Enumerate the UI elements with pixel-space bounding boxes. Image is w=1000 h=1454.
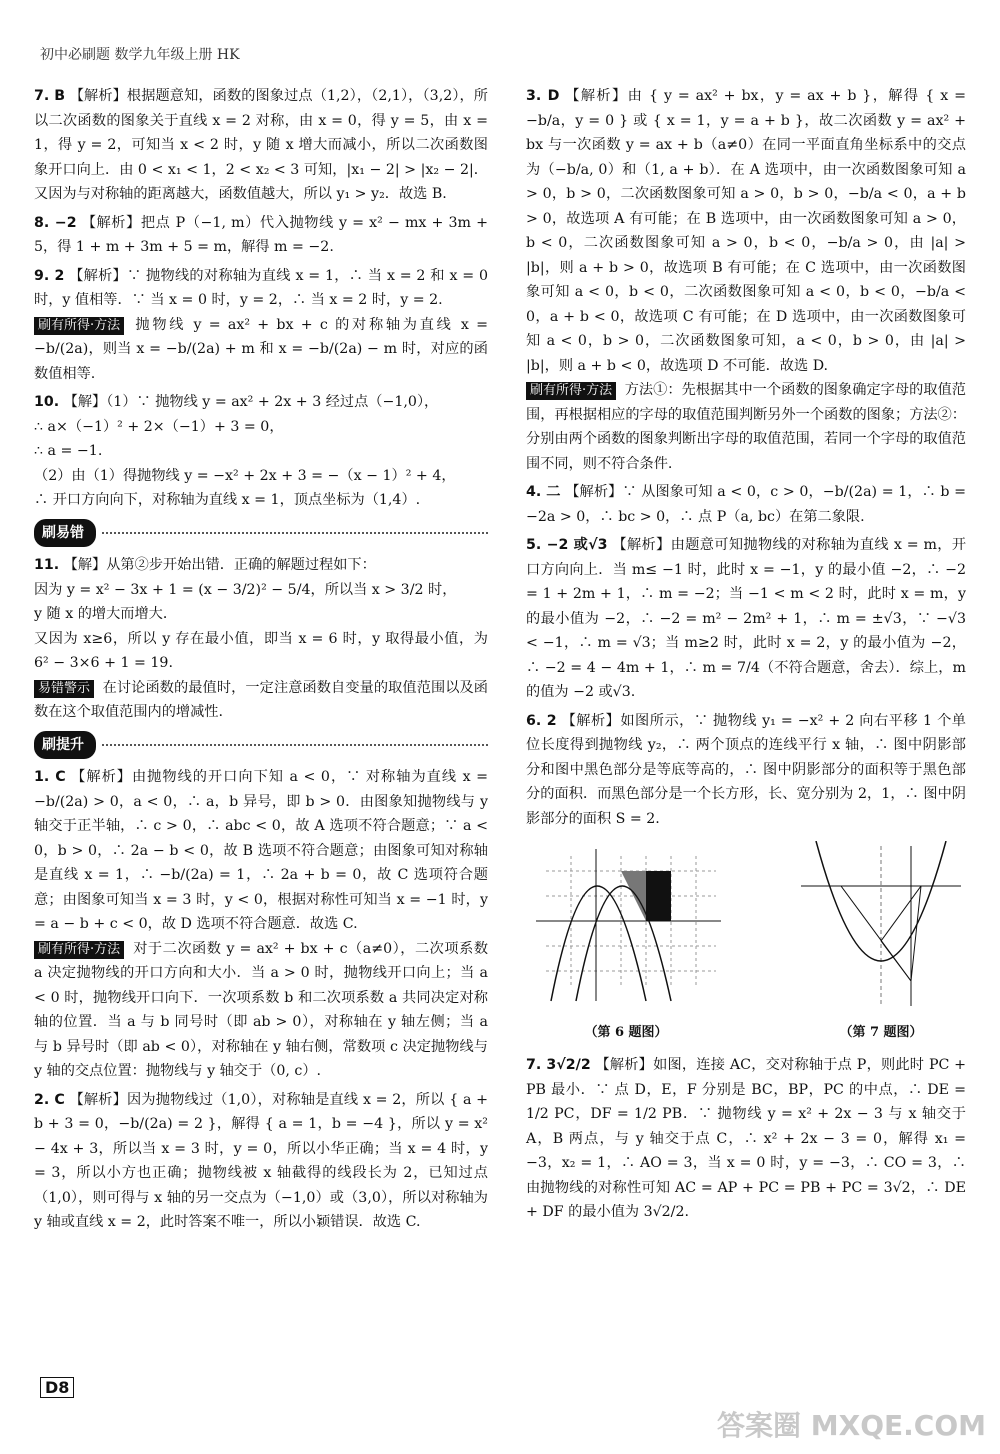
answer-text: 【解析】根据题意知，函数的图象过点（1,2），（2,1），（3,2），所以二次函数的图象关于直线 x = 2 对称，由 x = 0，得 y = 5，由 x = 1，得 y = 2，可知当 x < 2 时，y 随 x 增大而减小，所以二次函数图象开口向上．由 0 < x₁ < 1，2 < x₂ < 3 可知，|x₁ − 2| > |x₂ − 2|．又因为与对称轴的距离越大，函数值越大，所以 y₁ > y₂．故选 B. [34, 88, 488, 202]
figures-row [526, 841, 966, 1045]
warning-text: 在讨论函数的最值时，一定注意函数自变量的取值范围以及函数在这个取值范围内的增减性. [34, 679, 488, 720]
answer-text: 【解析】由抛物线的开口向下知 a < 0，∵ 对称轴为直线 x = −b/(2a) > 0，a < 0，∴ a，b 异号，即 b > 0．由图象知抛物线与 y 轴交于正半轴，∴ c > 0，∴ abc < 0，故 A 选项不符合题意；∵ a < 0，b > 0，∴ 2a − b < 0，故 B 选项不符合题意；由图象可知对称轴是直线 x = 1，∴ −b/(2a) = 1，∴ 2a + b = 0，故 C 选项符合题意；由图象可知当 x = 3 时，y < 0，根据对称性可知当 x = −1 时，y = a − b + c < 0，故 D 选项不符合题意．故选 C. [34, 769, 488, 932]
answer-label: 5. −2 或√3 [526, 537, 608, 553]
answer-text: 【解】从第②步开始出错．正确的解题过程如下： [63, 557, 376, 573]
answer-10 [34, 390, 488, 513]
answer-line: ∴ 开口方向向下，对称轴为直线 x = 1，顶点坐标为（1,4）. [34, 492, 421, 508]
answer-p7 [526, 1053, 966, 1225]
running-header: 初中必刷题 数学九年级上册 HK [40, 47, 240, 63]
section-badge: 刷易错 [34, 519, 96, 548]
watermark: 答案圈 MXQE.COM [717, 1409, 986, 1442]
answer-p1 [34, 765, 488, 1084]
answer-p4 [526, 480, 966, 529]
warning-tag: 易错警示 [34, 680, 94, 698]
section-header-errors [34, 519, 488, 548]
answer-label: 4. 二 [526, 484, 561, 500]
answer-8 [34, 211, 488, 260]
figure-6-graph [526, 841, 726, 1011]
method-text: 对于二次函数 y = ax² + bx + c（a≠0），二次项系数 a 决定抛物线的开口方向和大小．当 a > 0 时，抛物线开口向上；当 a < 0 时，抛物线开口向下．一次项系数 b 和二次项系数 a 共同决定对称轴的位置．当 a 与 b 同号时（即 ab > 0），对称轴在 y 轴左侧；当 a 与 b 异号时（即 ab < 0），对称轴在 y 轴右侧，常数项 c 决定抛物线与 y 轴的交点位置：抛物线与 y 轴交于（0, c）. [34, 940, 489, 1079]
answer-label: 10. [34, 394, 60, 410]
answer-line: y 随 x 的增大而增大． [34, 606, 178, 622]
answer-text: 【解析】∵ 抛物线的对称轴为直线 x = 1，∴ 当 x = 2 和 x = 0 时，y 值相等．∵ 当 x = 0 时，y = 2，∴ 当 x = 2 时，y = 2. [34, 267, 488, 308]
figure-6-caption: （第 6 题图） [584, 1024, 668, 1040]
answer-text: 【解析】因为抛物线过（1,0），对称轴是直线 x = 2，所以 { a + b + 3 = 0，−b/(2a) = 2 }，解得 { a = 1，b = −4 }，所以 y = x² − 4x + 3，所以当 x = 3 时，y = 0，所以小华正确；当 x = 4 时，y = 3，所以小方也正确；抛物线被 x 轴截得的线段长为 2，已知过点（1,0），则可得与 x 轴的另一交点为（−1,0）或（3,0），所以对称轴为 y 轴或直线 x = 2，此时答案不唯一，所以小颖错误．故选 C. [34, 1091, 489, 1230]
section-divider [102, 744, 488, 746]
figure-7-graph [796, 841, 966, 1011]
answer-label: 11. [34, 557, 60, 573]
answer-text: 【解析】如图所示，∵ 抛物线 y₁ = −x² + 2 向右平移 1 个单位长度得到抛物线 y₂，∴ 两个顶点的连线平行 x 轴，∴ 图中阴影部分和图中黑色部分是等底等高的，∴ 图中阴影部分的面积等于黑色部分的面积．而黑色部分是一个长方形，长、宽分别为 2，1，∴ 图中阴影部分的面积 S = 2. [526, 712, 966, 827]
figure-7-caption: （第 7 题图） [839, 1024, 923, 1040]
answer-label: 2. C [34, 1091, 65, 1108]
answer-line: 又因为 x≥6，所以 y 存在最小值，即当 x = 6 时，y 取得最小值，为 6² − 3×6 + 1 = 19. [34, 630, 488, 671]
section-badge: 刷提升 [34, 731, 96, 760]
answer-text: 【解析】由 { y = ax² + bx，y = ax + b }，解得 { x = −b/a，y = 0 } 或 { x = 1，y = a + b }，故二次函数 y = ax² + bx 与一次函数 y = ax + b（a≠0）在同一平面直角坐标系中的交点为（−b/a, 0）和（1, a + b）．在 A 选项中，由一次函数图象可知 a > 0，b > 0，二次函数图象可知 a > 0，b > 0，−b/a < 0，a + b > 0，故选项 A 有可能；在 B 选项中，由一次函数图象可知 a > 0，b < 0，二次函数图象可知 a > 0，b < 0，−b/a > 0，由 |a| > |b|，则 a + b > 0，故选项 B 有可能；在 C 选项中，由一次函数图象可知 a < 0，b < 0，二次函数图象可知 a < 0，b < 0，−b/a < 0，a + b < 0，故选项 C 有可能；在 D 选项中，由一次函数图象可知 a < 0，b > 0，二次函数图象可知，a < 0，b > 0，由 |a| > |b|，则 a + b < 0，故选项 D 不可能．故选 D. [526, 88, 967, 374]
answer-7 [34, 84, 488, 207]
method-tag: 刷有所得·方法 [34, 317, 124, 335]
answer-p2 [34, 1088, 488, 1235]
answer-text: 【解析】把点 P（−1, m）代入抛物线 y = x² − mx + 3m + 5，得 1 + m + 3m + 5 = m，解得 m = −2. [34, 214, 488, 255]
answer-label: 9. 2 [34, 267, 65, 284]
answer-line: 因为 y = x² − 3x + 1 = (x − 3/2)² − 5/4，所以当 x > 3/2 时， [34, 581, 457, 598]
answer-label: 3. D [526, 88, 560, 104]
answer-11 [34, 553, 488, 725]
method-tag: 刷有所得·方法 [34, 941, 124, 959]
answer-p3 [526, 84, 966, 476]
figure-7 [796, 841, 966, 1045]
answer-line: （2）由（1）得抛物线 y = −x² + 2x + 3 = −（x − 1）² + 4， [34, 467, 456, 484]
section-header-improve [34, 731, 488, 760]
answer-text: 【解析】由题意可知抛物线的对称轴为直线 x = m，开口方向向上．当 m≤ −1 时，此时 x = −1，y 的最小值 −2，∴ −2 = 1 + 2m + 1，∴ m = −2；当 −1 < m < 2 时，此时 x = m，y 的最小值为 −2，∴ −2 = m² − 2m² + 1，∴ m = ±√3，∵ −√3 < −1，∴ m = √3；当 m≥2 时，此时 x = 2，y 的最小值为 −2，∴ −2 = 4 − 4m + 1，∴ m = 7/4（不符合题意，舍去）．综上，m 的值为 −2 或√3. [526, 537, 967, 700]
answer-label: 1. C [34, 769, 66, 785]
right-column [526, 84, 966, 1229]
answer-p6 [526, 709, 966, 832]
method-tag: 刷有所得·方法 [526, 382, 616, 400]
answer-text: 【解析】∵ 从图象可知 a < 0，c > 0，−b/(2a) = 1，∴ b = −2a > 0，∴ bc > 0，∴ 点 P（a, bc）在第二象限. [526, 484, 967, 525]
answer-line: ∴ a×（−1）² + 2×（−1）+ 3 = 0， [34, 418, 284, 435]
section-divider [102, 532, 488, 534]
figure-6 [526, 841, 726, 1045]
answer-label: 7. 3√2/2 [526, 1057, 591, 1073]
answer-text: 【解析】如图，连接 AC，交对称轴于点 P，则此时 PC + PB 最小．∵ 点 D，E，F 分别是 BC，BP，PC 的中点，∴ DE = 1/2 PC，DF = 1/2 PB．∵ 抛物线 y = x² + 2x − 3 与 x 轴交于 A，B 两点，与 y 轴交于点 C，∴ x² + 2x − 3 = 0，解得 x₁ = −3，x₂ = 1，∴ AO = 3，当 x = 0 时，y = −3，∴ CO = 3，∴ 由抛物线的对称性可知 AC = AP + PC = PB + PC = 3√2，∴ DE + DF 的最小值为 3√2/2. [526, 1057, 966, 1220]
page-number: D8 [40, 1377, 74, 1398]
answer-label: 7. B [34, 88, 66, 104]
answer-line: ∴ a = −1. [34, 443, 103, 459]
method-text: 方法①：先根据其中一个函数的图象确定字母的取值范围，再根据相应的字母的取值范围判断另外一个函数的图象；方法②：分别由两个函数的图象判断出字母的取值范围，若同一个字母的取值范围不同，则不符合条件. [526, 382, 966, 472]
answer-label: 6. 2 [526, 712, 557, 729]
method-text: 抛物线 y = ax² + bx + c 的对称轴为直线 x = −b/(2a)，则当 x = −b/(2a) + m 和 x = −b/(2a) − m 时，对应的函数值相等. [34, 316, 489, 382]
left-column [34, 84, 488, 1239]
answer-9 [34, 264, 488, 387]
answer-text: 【解】（1）∵ 抛物线 y = ax² + 2x + 3 经过点（−1,0）， [63, 394, 439, 410]
answer-label: 8. −2 [34, 214, 77, 231]
answer-p5 [526, 533, 966, 705]
